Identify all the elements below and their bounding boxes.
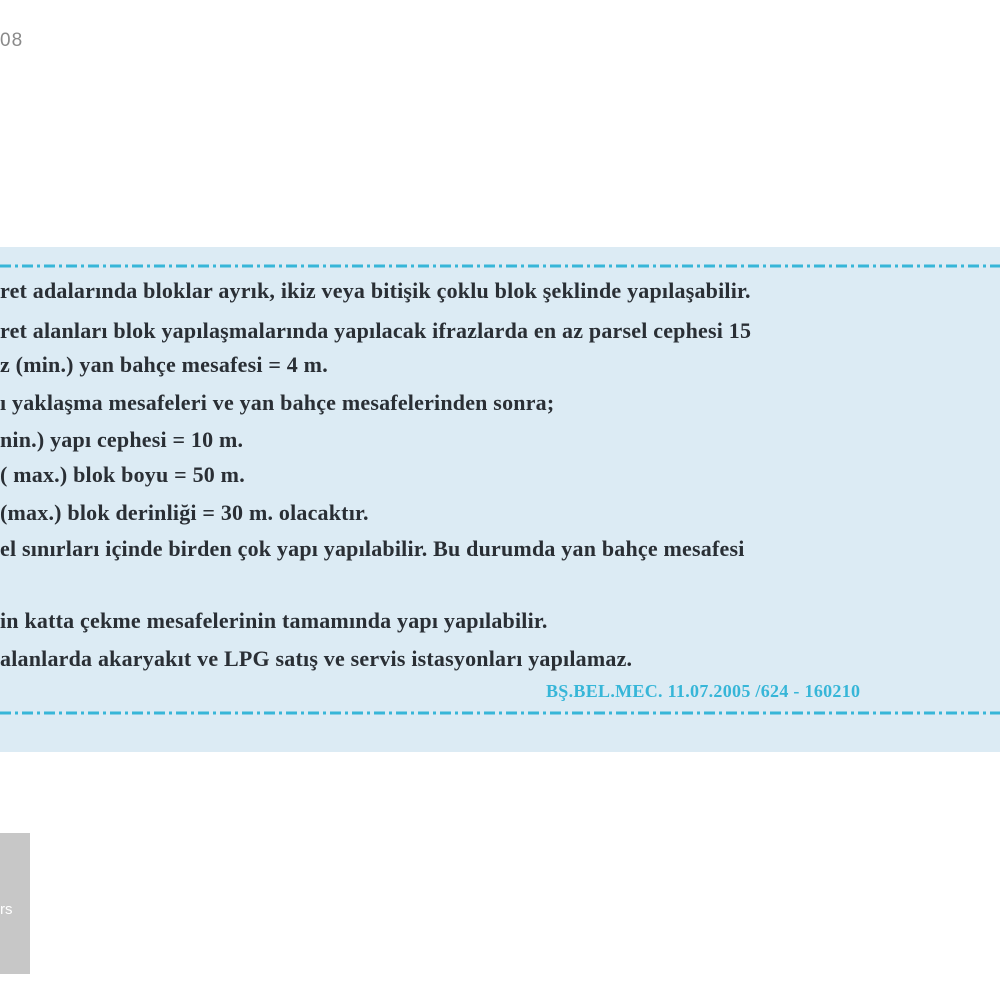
side-card-label: rs: [0, 901, 13, 918]
notice-line-2: ret alanları blok yapılaşmalarında yapılacak ifrazlarda en az parsel cephesi 15: [0, 318, 752, 343]
notice-line-9: in katta çekme mesafelerinin tamamında yapı yapılabilir.: [0, 608, 548, 633]
page-number: 08: [0, 30, 24, 51]
notice-line-4: ı yaklaşma mesafeleri ve yan bahçe mesafelerinden sonra;: [0, 390, 555, 415]
side-card[interactable]: [0, 833, 30, 974]
regulation-notice-panel: [0, 247, 1000, 752]
notice-line-7: (max.) blok derinliği = 30 m. olacaktır.: [0, 500, 369, 525]
notice-line-3: z (min.) yan bahçe mesafesi = 4 m.: [0, 352, 328, 377]
notice-line-8: el sınırları içinde birden çok yapı yapılabilir. Bu durumda yan bahçe mesafesi: [0, 536, 745, 561]
notice-line-1: ret adalarında bloklar ayrık, ikiz veya bitişik çoklu blok şeklinde yapılaşabilir.: [0, 278, 751, 303]
council-decision-reference: BŞ.BEL.MEC. 11.07.2005 /624 - 160210: [546, 681, 861, 701]
notice-line-6: ( max.) blok boyu = 50 m.: [0, 462, 245, 487]
notice-line-5: nin.) yapı cephesi = 10 m.: [0, 427, 244, 452]
notice-line-10: alanlarda akaryakıt ve LPG satış ve servis istasyonları yapılamaz.: [0, 646, 633, 671]
dashed-border-bottom: [0, 711, 1000, 715]
dashed-line-graphic: [0, 264, 1000, 268]
dashed-line-graphic: [0, 711, 1000, 715]
dashed-border-top: [0, 264, 1000, 268]
